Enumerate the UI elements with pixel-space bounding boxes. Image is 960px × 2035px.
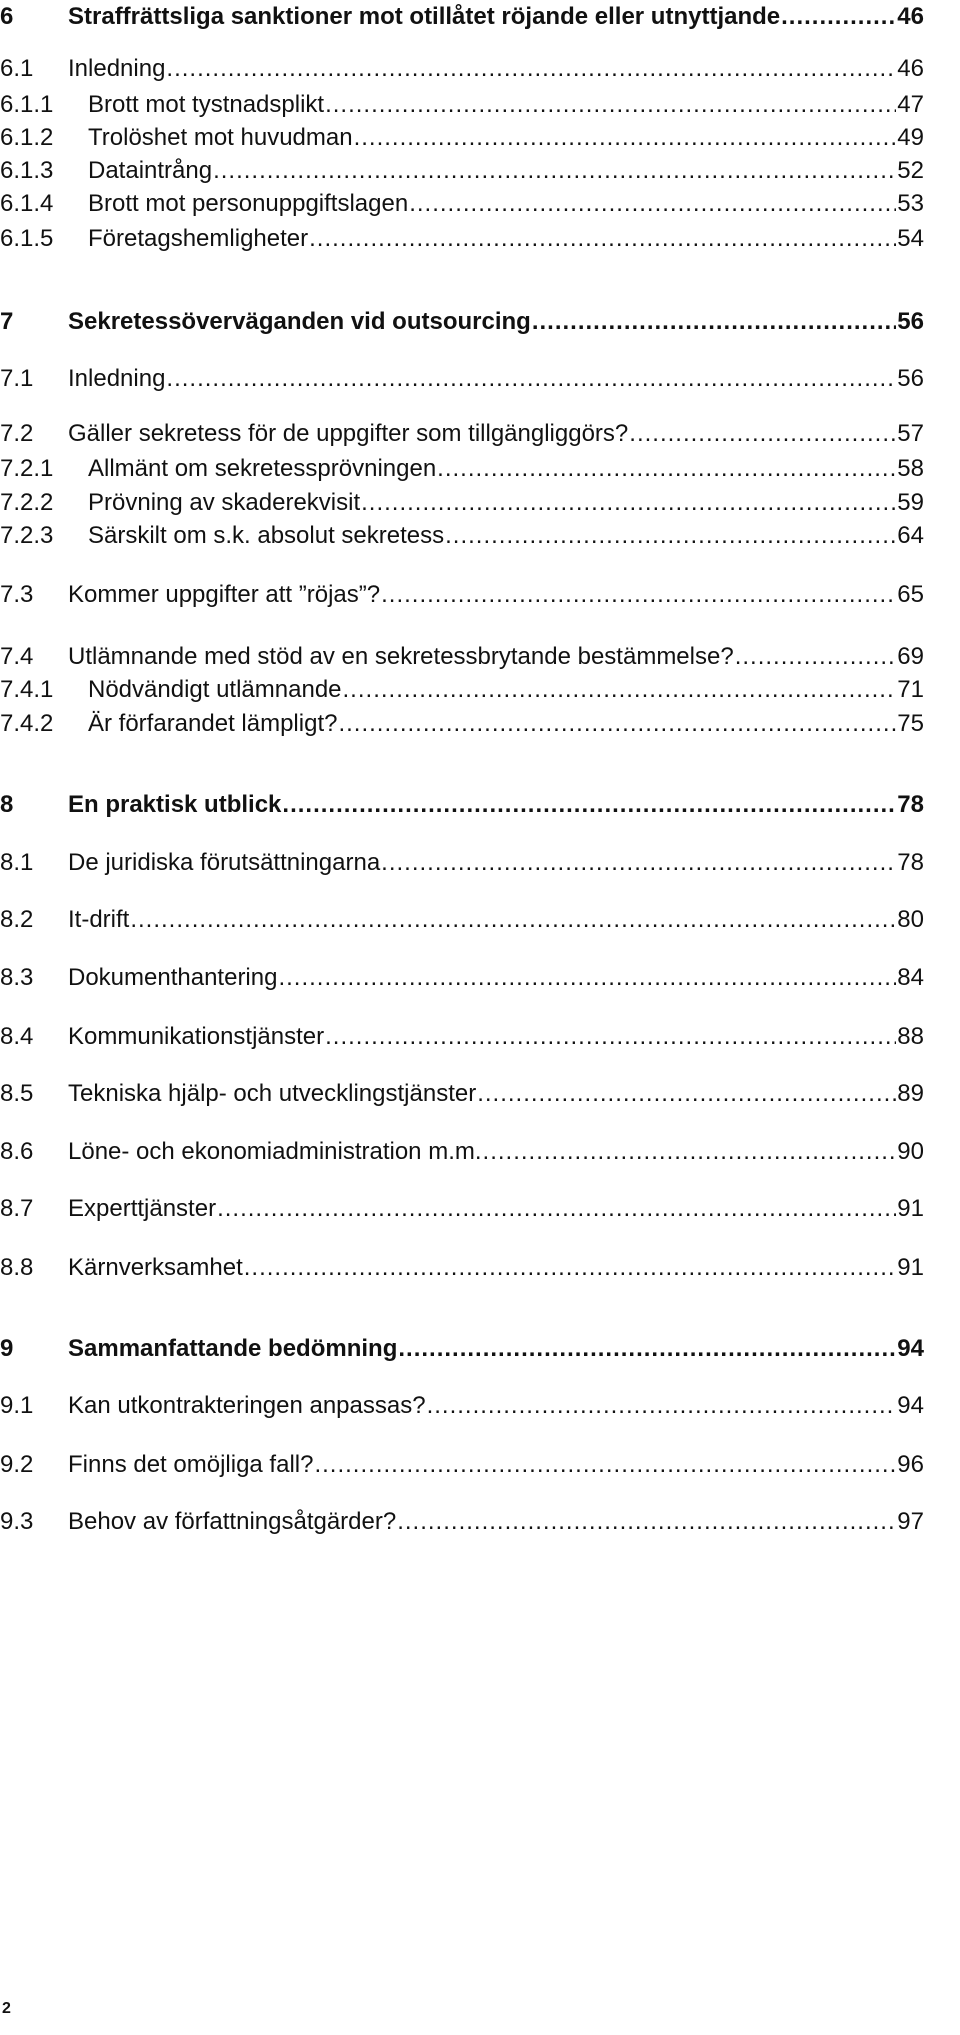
toc-entry-title: Företagshemligheter [88,225,309,252]
toc-entry-page: 84 [897,964,924,991]
toc-entry [0,640,924,672]
toc-entry-page: 75 [897,710,924,737]
toc-entry [0,903,924,935]
toc-entry-number: 7 [0,308,14,335]
toc-entry [0,1505,924,1537]
toc-entry-page: 56 [897,308,924,335]
toc-entry-number: 7.2.2 [0,489,54,516]
toc-entry-title: Sammanfattande bedömning [68,1335,398,1362]
toc-entry-title: Gäller sekretess för de uppgifter som tillgängliggörs? [68,420,629,447]
toc-entry-number: 9.2 [0,1451,34,1478]
toc-entry-page: 91 [897,1195,924,1222]
toc-entry-page: 94 [897,1335,924,1362]
toc-leader-dots [130,905,896,935]
toc-entry-number: 8.7 [0,1195,34,1222]
toc-entry-title: Tekniska hjälp- och utvecklingstjänster [68,1080,477,1107]
toc-leader-dots [213,156,896,186]
toc-leader-dots [381,580,896,610]
toc-entry-page: 65 [897,581,924,608]
toc-leader-dots [314,1450,896,1480]
toc-leader-dots [244,1253,897,1283]
toc-leader-dots [437,454,896,484]
toc-entry-number: 7.1 [0,365,34,392]
page-number: 2 [2,2000,11,2017]
toc-leader-dots [361,488,896,518]
toc-entry-number: 6.1.2 [0,124,54,151]
toc-entry-page: 97 [897,1508,924,1535]
toc-leader-dots [325,1022,896,1052]
toc-entry-title: It-drift [68,906,130,933]
toc-entry-title: Nödvändigt utlämnande [88,676,342,703]
toc-entry-title: Kan utkontrakteringen anpassas? [68,1392,426,1419]
toc-leader-dots [217,1194,896,1224]
toc-entry [0,1020,924,1052]
toc-entry [0,52,924,84]
toc-entry [0,1192,924,1224]
toc-entry-title: Löne- och ekonomiadministration m.m. [68,1138,482,1165]
toc-entry-page: 80 [897,906,924,933]
toc-entry-number: 7.4.2 [0,710,54,737]
toc-leader-dots [338,709,896,739]
toc-entry-title: Inledning [68,55,166,82]
toc-entry [0,1077,924,1109]
toc-entry-page: 46 [897,55,924,82]
toc-entry-number: 8.3 [0,964,34,991]
toc-entry-page: 52 [897,157,924,184]
toc-entry-number: 7.4.1 [0,676,54,703]
toc-entry [0,961,924,993]
toc-entry-page: 53 [897,190,924,217]
toc-leader-dots [354,123,897,153]
toc-entry [0,1389,924,1421]
toc-entry-number: 6.1.5 [0,225,54,252]
toc-entry-page: 54 [897,225,924,252]
toc-entry [0,305,924,337]
toc-entry [0,1135,924,1167]
toc-entry-page: 90 [897,1138,924,1165]
toc-entry-page: 78 [897,791,924,818]
toc-leader-dots [282,790,896,820]
toc-entry [0,788,924,820]
toc-entry-title: Kärnverksamhet [68,1254,243,1281]
toc-entry-number: 7.2 [0,420,34,447]
toc-entry [0,452,924,484]
toc-entry-page: 96 [897,1451,924,1478]
toc-entry [0,486,924,518]
toc-leader-dots [445,521,896,551]
toc-leader-dots [397,1507,896,1537]
toc-leader-dots [629,419,896,449]
toc-entry-title: Dataintrång [88,157,213,184]
toc-entry [0,417,924,449]
toc-entry-number: 8.8 [0,1254,34,1281]
toc-entry-page: 64 [897,522,924,549]
toc-entry-title: Prövning av skaderekvisit [88,489,361,516]
toc-entry-title: Brott mot tystnadsplikt [88,91,325,118]
toc-entry-number: 7.3 [0,581,34,608]
toc-entry-number: 8.1 [0,849,34,876]
toc-entry-page: 46 [897,3,924,30]
toc-entry-title: Dokumenthantering [68,964,278,991]
toc-entry-number: 6 [0,3,14,30]
toc-leader-dots [381,848,896,878]
toc-entry-number: 8.2 [0,906,34,933]
toc-entry-number: 9.1 [0,1392,34,1419]
toc-entry-title: Inledning [68,365,166,392]
toc-entry-title: Behov av författningsåtgärder? [68,1508,397,1535]
toc-entry-number: 7.2.3 [0,522,54,549]
toc-entry-page: 58 [897,455,924,482]
toc-entry-page: 59 [897,489,924,516]
toc-entry-number: 9 [0,1335,14,1362]
toc-entry-page: 47 [897,91,924,118]
toc-entry-page: 71 [897,676,924,703]
toc-leader-dots [343,675,897,705]
toc-leader-dots [166,364,896,394]
toc-entry-page: 89 [897,1080,924,1107]
toc-entry [0,362,924,394]
toc-leader-dots [398,1334,896,1364]
toc-entry-title: Kommunikationstjänster [68,1023,325,1050]
toc-entry-title: Särskilt om s.k. absolut sekretess [88,522,445,549]
toc-entry-page: 94 [897,1392,924,1419]
toc-entry-page: 49 [897,124,924,151]
toc-entry-number: 7.4 [0,643,34,670]
toc-entry [0,846,924,878]
toc-entry-number: 8.4 [0,1023,34,1050]
toc-entry-page: 78 [897,849,924,876]
toc-leader-dots [309,224,896,254]
toc-entry-title: Sekretessöverväganden vid outsourcing [68,308,531,335]
toc-entry [0,519,924,551]
toc-entry-title: De juridiska förutsättningarna [68,849,381,876]
toc-entry-title: Straffrättsliga sanktioner mot otillåtet röjande eller utnyttjande [68,3,781,30]
toc-entry-number: 6.1 [0,55,34,82]
toc-entry [0,121,924,153]
toc-entry-page: 88 [897,1023,924,1050]
toc-entry-page: 91 [897,1254,924,1281]
toc-entry-number: 9.3 [0,1508,34,1535]
toc-entry [0,0,924,32]
toc-entry-title: Allmänt om sekretessprövningen [88,455,437,482]
toc-entry-title: Är förfarandet lämpligt? [88,710,338,737]
toc-entry [0,154,924,186]
toc-entry-number: 8.5 [0,1080,34,1107]
toc-entry [0,1332,924,1364]
toc-entry [0,88,924,120]
toc-leader-dots [325,90,896,120]
toc-entry-number: 6.1.4 [0,190,54,217]
toc-entry [0,222,924,254]
toc-entry-title: Trolöshet mot huvudman [88,124,353,151]
toc-entry-page: 69 [897,643,924,670]
toc-entry [0,578,924,610]
toc-entry [0,673,924,705]
toc-leader-dots [483,1137,897,1167]
toc-entry-number: 8 [0,791,14,818]
toc-entry-title: Utlämnande med stöd av en sekretessbrytande bestämmelse? [68,643,734,670]
toc-entry [0,1251,924,1283]
toc-entry-title: Finns det omöjliga fall? [68,1451,314,1478]
toc-entry [0,1448,924,1480]
toc-entry-title: Kommer uppgifter att ”röjas”? [68,581,381,608]
toc-leader-dots [409,189,896,219]
toc-entry-title: Brott mot personuppgiftslagen [88,190,409,217]
toc-entry-title: Experttjänster [68,1195,217,1222]
toc-leader-dots [781,2,896,32]
toc-entry-number: 8.6 [0,1138,34,1165]
toc-entry-page: 56 [897,365,924,392]
toc-entry-number: 7.2.1 [0,455,54,482]
toc-leader-dots [735,642,897,672]
toc-leader-dots [166,54,896,84]
toc-entry [0,707,924,739]
toc-entry-page: 57 [897,420,924,447]
toc-entry-title: En praktisk utblick [68,791,282,818]
toc-entry-number: 6.1.1 [0,91,54,118]
toc-leader-dots [427,1391,897,1421]
toc-entry-number: 6.1.3 [0,157,54,184]
toc-entry [0,187,924,219]
toc-leader-dots [532,307,896,337]
toc-leader-dots [278,963,896,993]
toc-leader-dots [477,1079,896,1109]
